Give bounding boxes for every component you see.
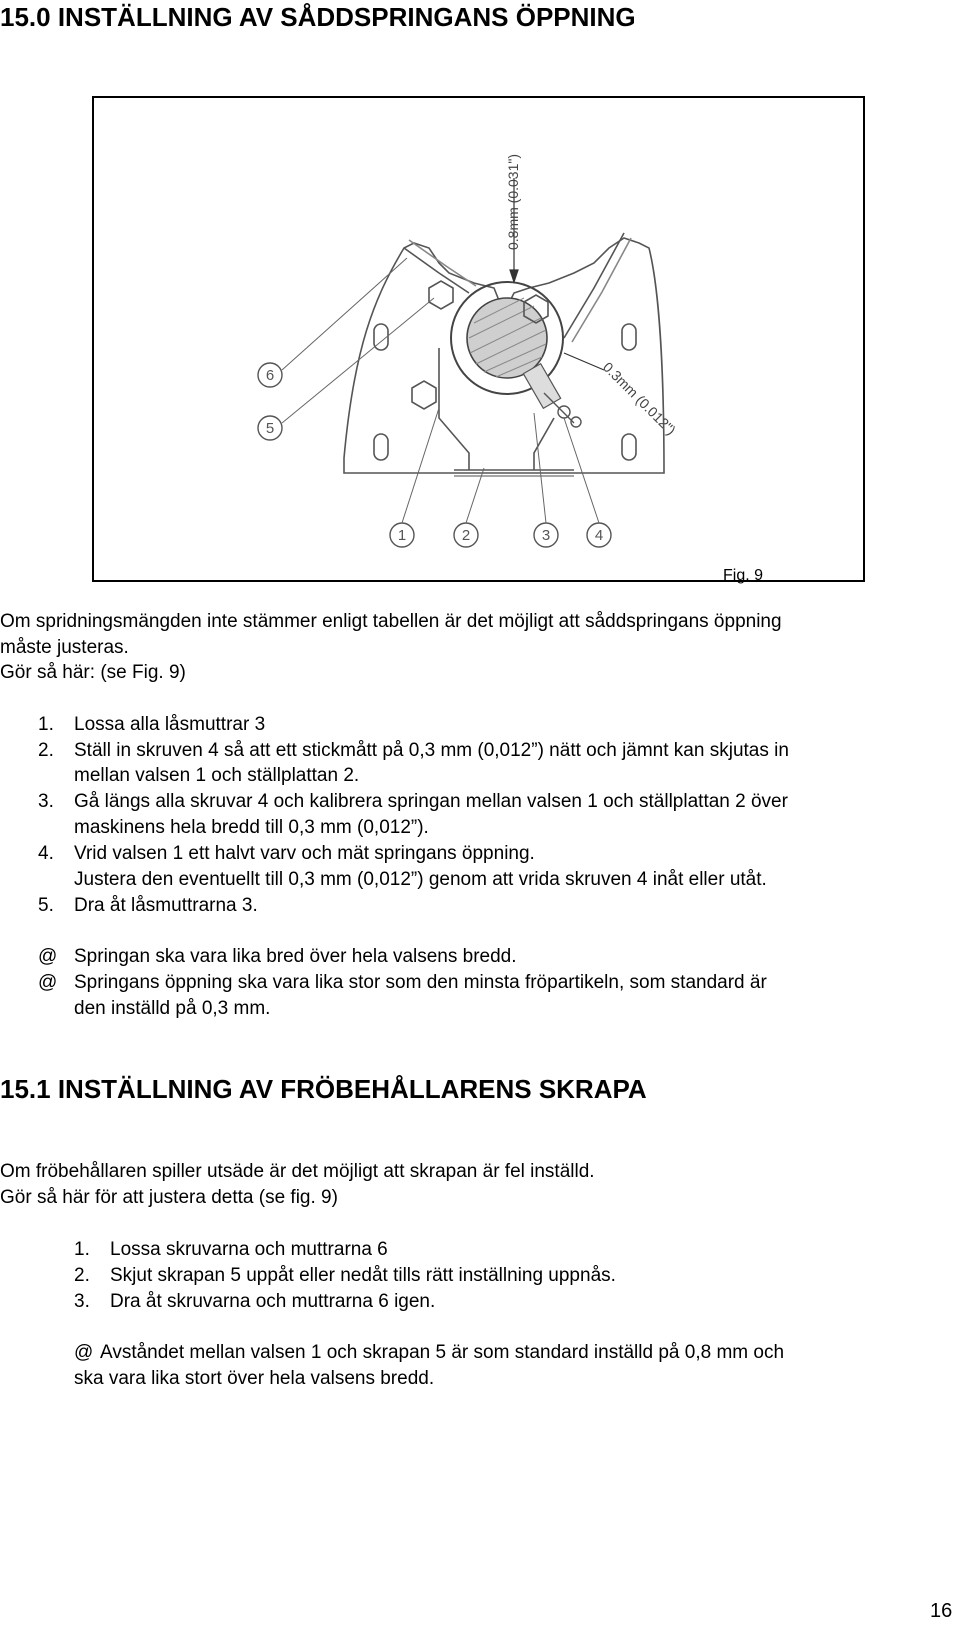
step2-3-num: 3. [74, 1291, 90, 1312]
step3-text-2: maskinens hela bredd till 0,3 mm (0,012”). [74, 817, 429, 838]
note3-text-1: Avståndet mellan valsen 1 och skrapan 5 är som standard inställd på 0,8 mm och [100, 1342, 785, 1363]
section-heading-15-0: 15.0 INSTÄLLNING AV SÅDDSPRINGANS ÖPPNING [0, 2, 636, 32]
step2-2-text: Skjut skrapan 5 uppåt eller nedåt tills rätt inställning uppnås. [110, 1265, 616, 1286]
step2-1-text: Lossa skruvarna och muttrarna 6 [110, 1239, 388, 1260]
intro2-line-1: Om fröbehållaren spiller utsäde är det möjligt att skrapan är fel inställd. [0, 1161, 595, 1182]
callout-1: 1 [397, 527, 407, 544]
note2-text-2: den inställd på 0,3 mm. [74, 998, 271, 1019]
step2-1-num: 1. [74, 1239, 90, 1260]
callout-2: 2 [461, 527, 471, 544]
step1-num: 1. [38, 714, 54, 735]
note1-text: Springan ska vara lika bred över hela valsens bredd. [74, 946, 517, 967]
callout-5: 5 [265, 420, 275, 437]
step2-3-text: Dra åt skruvarna och muttrarna 6 igen. [110, 1291, 436, 1312]
intro-line-1: Om spridningsmängden inte stämmer enligt tabellen är det möjligt att såddspringans öppning [0, 611, 782, 632]
intro2-line-2: Gör så här för att justera detta (se fig. 9) [0, 1187, 338, 1208]
note3-symbol: @ [74, 1342, 94, 1363]
note2-symbol: @ [38, 972, 58, 993]
figure-frame [92, 96, 865, 582]
step4-text-2: Justera den eventuellt till 0,3 mm (0,012”) genom att vrida skruven 4 inåt eller utåt. [74, 869, 767, 890]
step3-num: 3. [38, 791, 54, 812]
step2-num: 2. [38, 740, 54, 761]
page-number: 16 [930, 1600, 953, 1622]
step2-text-2: mellan valsen 1 och ställplattan 2. [74, 765, 360, 786]
intro-line-2: måste justeras. [0, 637, 129, 658]
dimension-label-right: 0.3mm (0.012") [599, 358, 680, 439]
adjustment-plate [523, 364, 560, 409]
callout-6: 6 [265, 367, 275, 384]
note3-text-2: ska vara lika stort över hela valsens bredd. [74, 1368, 435, 1389]
step4-num: 4. [38, 843, 54, 864]
step5-text: Dra åt låsmuttrarna 3. [74, 895, 258, 916]
step5-num: 5. [38, 895, 54, 916]
step2-2-num: 2. [74, 1265, 90, 1286]
callout-3: 3 [541, 527, 551, 544]
roller-inner [467, 298, 547, 378]
intro-line-3: Gör så här: (se Fig. 9) [0, 662, 186, 683]
callout-4: 4 [594, 527, 604, 544]
step2-text-1: Ställ in skruven 4 så att ett stickmått på 0,3 mm (0,012”) nätt och jämnt kan skjutas in [74, 740, 789, 761]
step3-text-1: Gå längs alla skruvar 4 och kalibrera springan mellan valsen 1 och ställplattan 2 över [74, 791, 788, 812]
dimension-label-top: 0.8mm (0.031") [505, 153, 521, 250]
note1-symbol: @ [38, 946, 58, 967]
step1-text: Lossa alla låsmuttrar 3 [74, 714, 266, 735]
step4-text-1: Vrid valsen 1 ett halvt varv och mät springans öppning. [74, 843, 535, 864]
technical-drawing [94, 98, 863, 580]
figure-caption: Fig. 9 [723, 567, 764, 584]
section-heading-15-1: 15.1 INSTÄLLNING AV FRÖBEHÅLLARENS SKRAPA [0, 1074, 647, 1104]
note2-text-1: Springans öppning ska vara lika stor som den minsta fröpartikeln, som standard är [74, 972, 767, 993]
